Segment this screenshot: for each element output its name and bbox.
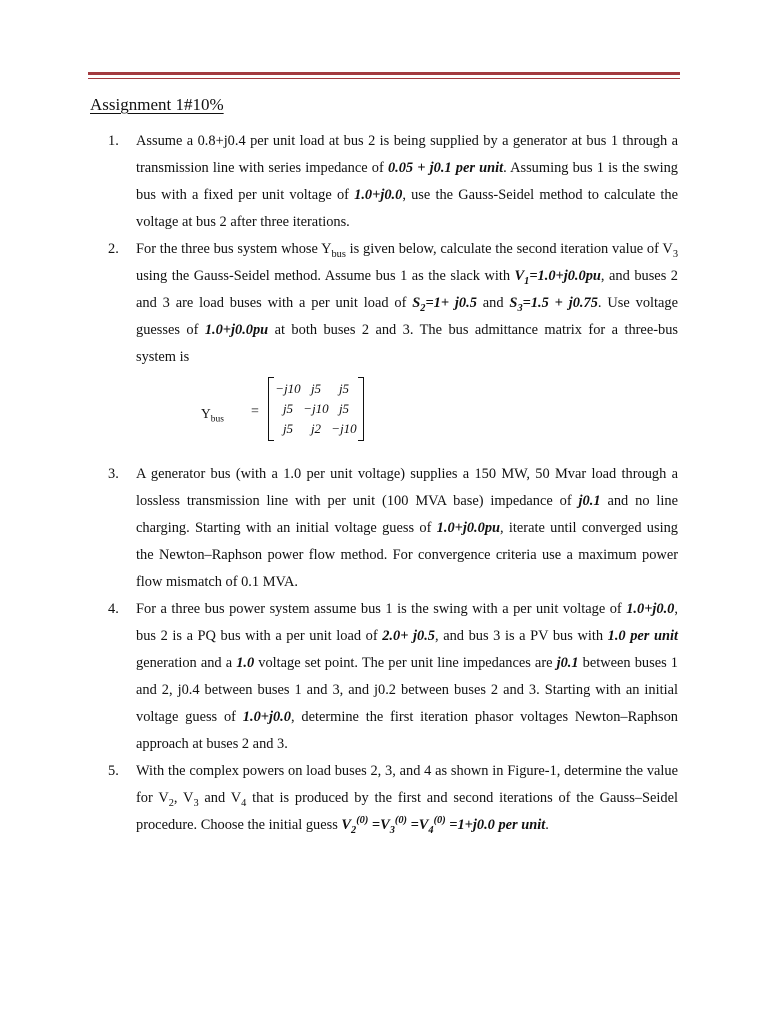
question-text: For the three bus system whose $Y_{bus}$ is given below, calculate the second iteration value of $V_3$ using the Gauss-Seidel method. Assume bus 1 as the slack with $V_1=1.0+j0.0pu$, and buses 2 and 3 are load buses with a per unit load of $S_2=1+ j0.5$ and $S_3=1.5 + j0.75$. Use voltage guesses of 1.0+j0.0pu at both buses 2 and 3. The bus admittance matrix for a three-bus system is [136,241,679,365]
ybus-matrix [136,375,678,451]
question-text: For a three bus power system assume bus 1 is the swing with a per unit voltage of 1.0+j0.0, bus 2 is a PQ bus with a per unit load of 2.0+ j0.5, and bus 3 is a PV bus with 1.0 per unit generation and a 1.0 voltage set point. The per unit line impedances are j0.1 between buses 1 and 2, j0.4 between buses 1 and 3, and j0.2 between buses 2 and 3. Starting with an initial voltage guess of 1.0+j0.0, determine the first iteration phasor voltages Newton–Raphson approach at buses 2 and 3. [136,601,679,752]
question-item [108,236,678,451]
assignment-title: Assignment 1#10% [90,95,224,114]
matrix-cell: j5 [282,401,294,416]
right-bracket [358,377,364,441]
question-text: With the complex powers on load buses 2, 3, and 4 as shown in Figure-1, determine the value for $V_2$, $V_3$ and $V_4$ that is produced by the first and second iterations of the Gauss–Seidel procedure. Choose the initial guess $V_2^{(0)} =V_3^{(0)} =V_4^{(0)} =1+j0.0$ per unit. [136,763,678,836]
matrix-cell: j2 [310,421,322,436]
question-number: 1. [108,133,119,149]
matrix-cell: j5 [282,421,294,436]
question-item [108,128,678,236]
question-text: A generator bus (with a 1.0 per unit voltage) supplies a 150 MW, 50 Mvar load through a lossless transmission line with per unit (100 MVA base) impedance of j0.1 and no line charging. Starting with an initial voltage guess of 1.0+j0.0pu, iterate until converged using the Newton–Raphson power flow method. For convergence criteria use a maximum power flow mismatch of 0.1 MVA. [136,466,678,590]
question-number: 4. [108,601,119,617]
matrix-cell: j5 [338,401,350,416]
matrix-cell: −j10 [331,421,357,436]
matrix-row [274,380,358,398]
question-text: Assume a 0.8+j0.4 per unit load at bus 2 is being supplied by a generator at bus 1 through a transmission line with series impedance of 0.05 + j0.1 per unit. Assuming bus 1 is the swing bus with a fixed per unit voltage of 1.0+j0.0, use the Gauss-Seidel method to calculate the voltage at bus 2 after three iterations. [136,133,678,230]
question-number: 3. [108,466,119,482]
header-rule-thick [88,72,680,75]
question-item [108,758,678,839]
question-number: 5. [108,763,119,779]
matrix-label: $Y_{bus}$ [201,406,224,425]
matrix-row [274,420,358,438]
header-rule-thin [88,78,680,79]
matrix-cell: j5 [310,381,322,396]
question-list [108,128,678,839]
equals-sign: = [251,404,259,419]
matrix-cell: −j10 [275,381,301,396]
question-number: 2. [108,241,119,257]
matrix-row [274,400,358,418]
matrix-cell: j5 [338,381,350,396]
question-item [108,461,678,596]
question-item [108,596,678,758]
matrix-cell: −j10 [303,401,329,416]
